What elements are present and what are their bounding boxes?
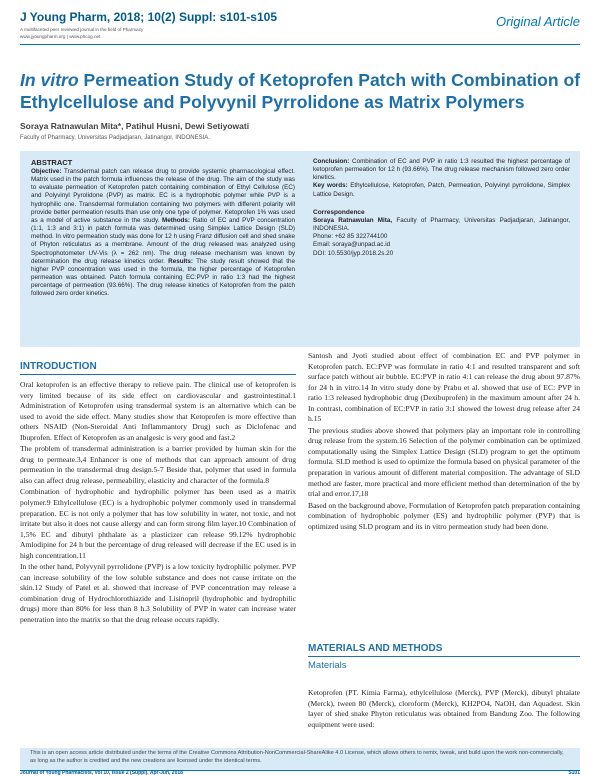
objective-text: Transdermal patch can release drug to provide systemic pharmacological effect. Matrix used in the patch formula influences the release of the drug. The aim of the study was to evaluate permeation of Ketoprofen patch containing combination of Ethyl Cellulose (EC) and Polyvinyl Pyrolidone (PVP) as matrix. EC is a hydrophobic polymer while PVP is a hydrophilic one. Transdermal formulation containing two polymers with different polarity will provide better permeation results than use only one type of polymer. Ketoprofen 1% was used as a model of active substance in the study. [31,168,295,224]
author-list: Soraya Ratnawulan Mita*, Patihul Husni, Dewi Setiyowati [20,121,250,131]
introduction-heading: INTRODUCTION [20,361,97,372]
materials-paragraph: Ketoprofen (PT. Kimia Farma), ethylcellulose (Merck), PVP (Merck), dibutyl phtalate (Merck), tween 80 (Merck), cloroform (Merck), KH2PO4, NaOH, dan Aquadest. Skin layer of shed snake Phyton reticulatus was obtained from Bandung Zoo. The following equipment were used: [308,688,580,729]
correspondence-name: Soraya Ratnawulan Mita, [313,216,393,224]
abstract-right-column [313,158,570,258]
objective-label: Objective: [31,168,62,175]
intro-paragraph: Santosh and Jyoti studied about effect of combination EC and PVP polymer in Ketoprofen patch. EC:PVP was formulate in ratio 4:1 and resulted transparent and soft surface patch without air bubble. EC:PVP in ratio 4:1 can release the drug about 97.87% for 24 h in vitro.14 In vitro study done by Prabu et al. showed that use of EC: PVP in ratio 1:3 released hydrophobic drug (Dexibuprofen) in the maximum amount after 24 h. In contrast, combination of EC:PVP in ratio 3:1 showed the lowest drug release after 24 h.15 [308,351,580,424]
methods-heading: MATERIALS AND METHODS [308,643,443,654]
article-type-label: Original Article [495,14,580,29]
page-number: S101 [568,770,580,776]
conclusion-text: Combination of EC and PVP in ratio 1:3 resulted the highest percentage of ketoprofen permeation for 12 h (93.66%). The drug release mechanism followed zero order kinetics. [313,158,570,182]
abstract-body-right [313,158,570,182]
intro-paragraph: The problem of transdermal administration is a barrier provided by human skin for the drug to permeate.3,4 Enhancer is one of methods that can approach amount of drug permeation in the transdermal drug design.5-7 Beside that, polymer that used in formula also can affect drug release, permeability, elasticity and character of the formula.8 [20,444,296,485]
abstract-left-column [31,158,295,299]
results-label: Results: [168,257,193,265]
keywords [313,182,570,198]
methods-text: Ratio of EC and PVP concentration (1:1, 1:3 and 3:1) in patch formula was determined using Simplex Lattice Design (SLD) method. In vitro permeation study was done for 12 h using Franz diffusion cell and shed snake of Phyton reticulatus as a membrane. Amount of the drug released was analyzed using Spectrophotometer UV-Vis (λ = 262 nm). The drug release mechanism was known by determination the drug release kinetics order. [31,216,296,265]
methods-rule [308,656,580,657]
journal-header: J Young Pharm, 2018; 10(2) Suppl: s101-s105 [20,10,277,24]
correspondence-phone: Phone: +62 85 322744100 [313,233,388,241]
correspondence-info [313,217,570,233]
keywords-text: Ethylcellulose, Ketoprofen, Patch, Permeation, Polyvinyl pyrrolidone, Simplex Lattice Design. [313,182,570,198]
abstract-body-left [31,168,295,299]
intro-paragraph: Combination of hydrophobic and hydrophilic polymer has been used as a matrix polymer.9 Ethylcellulose (EC) is a hydrophobic polymer commonly used in transdermal preparation. EC is not only a polymer that has low solubility in water, not toxic, and not irritate but also it does not cause allergy and can form strong film layer.10 Combination of 1,5% EC and dibutyl phthalate as a plasticizer can release 99.12% hydrophobic Amlodipine for 24 h but the percentage of drug released will decrease if the EC used is in high concentration.11 [20,487,296,560]
abstract-heading: ABSTRACT [31,158,73,167]
title-italic-part: In vitro [20,70,79,90]
intro-paragraph: Oral ketoprofen is an effective therapy to relieve pain. The clinical use of ketoprofen is very limited because of its side effect on cardiovascular and gastrointestinal.1 Administration of Ketoprofen using transdermal system is an alternative which can be used to avoid the side effect. Many studies show that Ketoprofen is more effective than others NSAID (Non-Steroidal Anti Inflammantory Drug) such as Diclofenac and Ibuprofen. Effect of Ketoprofen as an analgesic is very good and fast.2 [20,380,296,442]
intro-paragraph: Based on the background above, Formulation of Ketoprofen patch preparation containing combination of hydrophobic polymer (ES) and hydrophilic polymer (PVP) that is optimized using SLD program and its in vitro permeation study had been done. [308,500,580,531]
journal-website[interactable]: www.jyoungpharm.org | www.phcog.net [20,34,101,39]
article-title [20,69,585,113]
keywords-label: Key words: [313,182,348,190]
conclusion-label: Conclusion: [313,158,350,165]
license-text: This is an open access article distributed under the terms of the Creative Commons Attribution-NonCommercial-ShareAlike 4.0 License, which allows others to remix, tweak, and build upon the work non-commercially, as long as the author is credited and the new creations are licensed under the identical terms. [30,750,564,765]
intro-paragraph: In the other hand, Polyvynil pyrrolidone (PVP) is a low toxicity hydrophilic polymer. PVP can increase solubility of the low soluble substance and does not cause irritate on the skin.12 Study of Patel et al. showed that increase of PVP concentration may release a combination drug of Hydrochlorothiazide and Lisinopril (hydrophobic and hydrophilic drugs) more than 80% for less than 8 h.3 Solubility of PVP in water can increase water penetration into the matrix so that the drug release occurs rapidly. [20,562,296,625]
article-doi[interactable]: DOI: 10.5530/jyp.2018.2s.20 [313,249,394,257]
correspondence-affiliation: Faculty of Pharmacy, Universitas Padjadjaran, Jatinangor, INDONESIA. [313,216,570,233]
correspondence-email[interactable]: Email: soraya@unpad.ac.id [313,241,391,249]
journal-tagline: A multifaceted peer reviewed journal in the field of Pharmacy [20,27,144,32]
intro-paragraph: The previous studies above showed that polymers play an important role in controlling drug release from the system.16 Selection of the polymer combination can be optimized computationally using the Simplex Lattice Design (SLD) program to get the optimum formula. SLD method is used to optimize the formula based on physical parameter of the preparation in various amount of different material composition. The advantage of SLD method are faster, more practical and more efficient method than determination of the by trial and error.17,18 [308,425,580,499]
introduction-rule [20,374,296,375]
header-divider [20,44,580,45]
correspondence-heading: Correspondence [313,208,365,216]
title-main-part: Permeation Study of Ketoprofen Patch with Combination of Ethylcellulose and Polyvynil Pyrrolidone as Matrix Polymers [20,70,581,112]
methods-label: Methods: [162,216,190,224]
introduction-left-column [20,380,296,627]
author-affiliation: Faculty of Pharmacy, Universitas Padjadjaran, Jatinangor, INDONESIA. [20,135,210,141]
footer-journal-info: Journal of Young Pharmacists, Vol 10, Issue 2 (Suppl), Apr-Jun, 2018 [20,770,183,776]
materials-subheading: Materials [308,660,347,671]
introduction-right-column [308,351,580,533]
results-text: The study result showed that the higher PVP concentration was used in the formula, the higher percentage of Ketoprofen permeation was obtained. Patch formula containing EC:PVP in ratio 1:3 had the highest percentage of permeation (93.66%). The drug release kinetics of Ketoprofen from the patch followed zero order kinetics. [31,257,295,298]
